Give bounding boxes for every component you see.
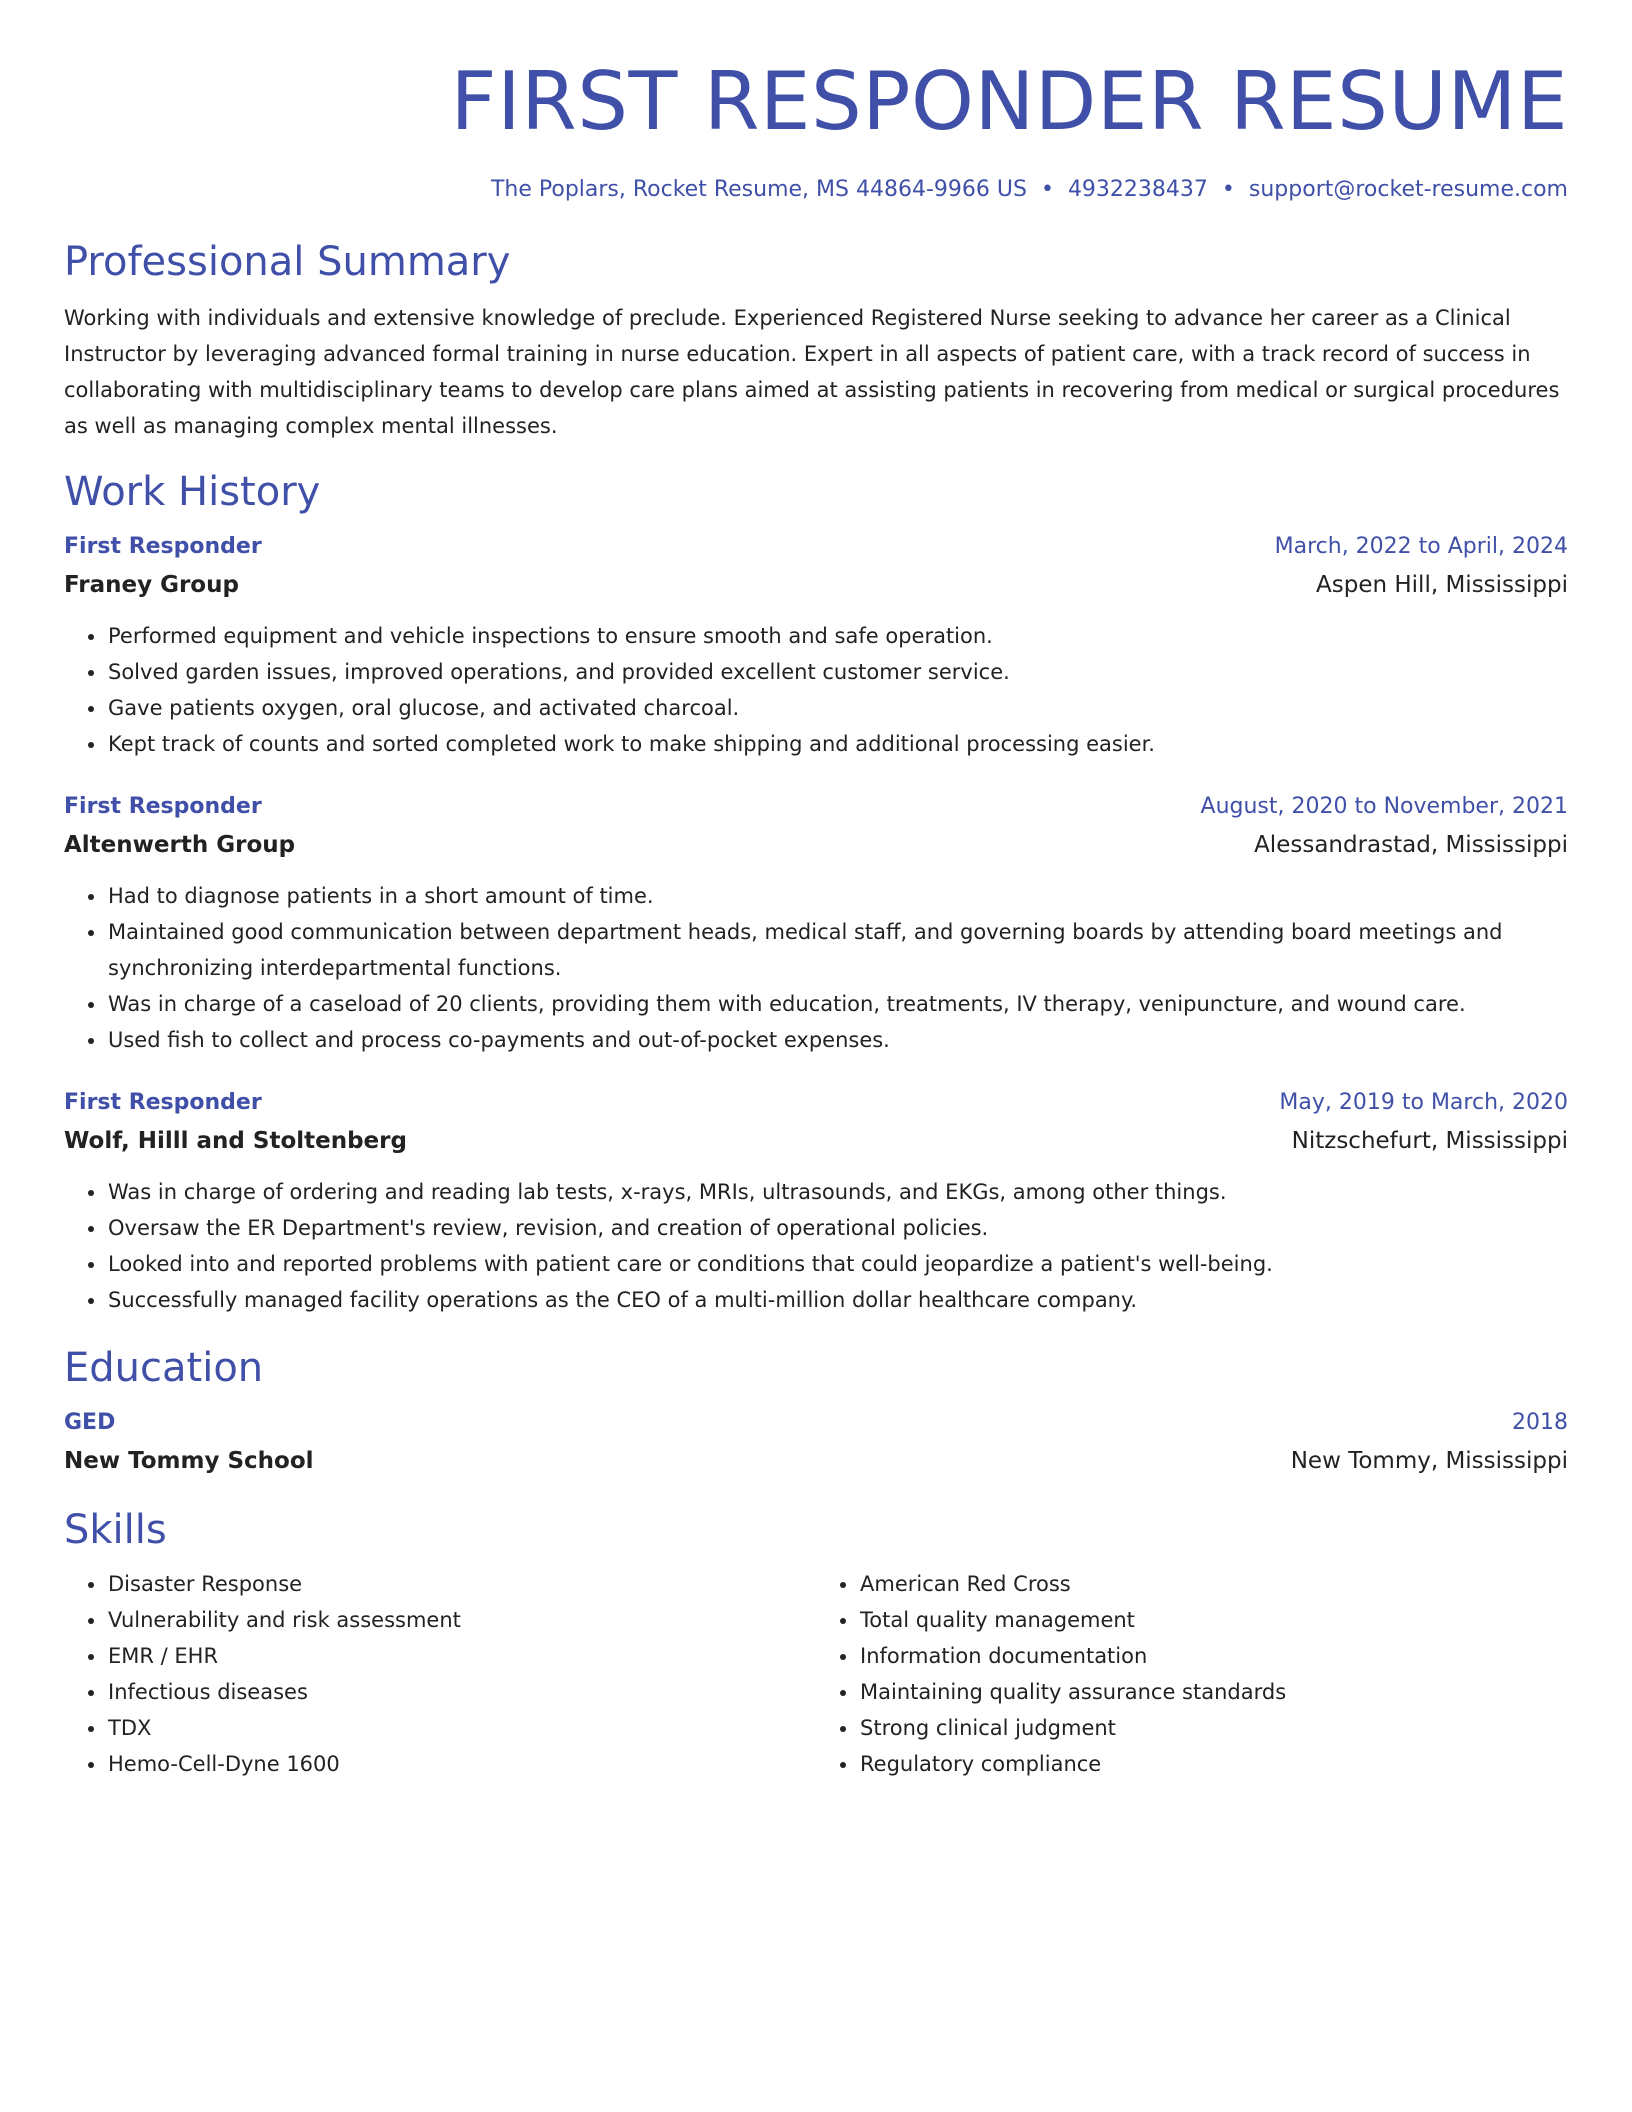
skill-item: • Hemo-Cell-Dyne 1600	[107, 1746, 816, 1782]
list-item: • Was in charge of a caseload of 20 clients, providing them with education, treatments, IV therapy, venipuncture, and wound care.	[107, 986, 1568, 1022]
job-title: First Responder	[64, 534, 262, 559]
contact-address: The Poplars, Rocket Resume, MS 44864-9966 US	[490, 177, 1027, 202]
skill-item: • Strong clinical judgment	[859, 1710, 1568, 1746]
job-company: Franey Group	[64, 572, 239, 598]
skill-item: • Information documentation	[859, 1638, 1568, 1674]
school-location: New Tommy, Mississippi	[1290, 1448, 1568, 1474]
list-item: • Solved garden issues, improved operations, and provided excellent customer service.	[107, 654, 1568, 690]
job-duties	[64, 1174, 1568, 1318]
education-heading: Education	[64, 1345, 264, 1391]
job-company: Altenwerth Group	[64, 832, 296, 858]
list-item: • Oversaw the ER Department's review, revision, and creation of operational policies.	[107, 1210, 1568, 1246]
contact-separator: •	[1221, 177, 1235, 202]
skills-left-list	[64, 1566, 816, 1782]
job-company: Wolf, Hilll and Stoltenberg	[64, 1128, 407, 1154]
skill-item: • American Red Cross	[859, 1566, 1568, 1602]
list-item: • Successfully managed facility operations as the CEO of a multi-million dollar healthcare company.	[107, 1282, 1568, 1318]
resume-title: FIRST RESPONDER RESUME	[450, 55, 1568, 148]
job-dates: March, 2022 to April, 2024	[1274, 534, 1568, 559]
job-duties	[64, 878, 1568, 1058]
job-entry	[64, 788, 1568, 1058]
skill-item: • Regulatory compliance	[859, 1746, 1568, 1782]
contact-email[interactable]: support@rocket-resume.com	[1248, 177, 1568, 202]
skills-column-right	[816, 1566, 1568, 1782]
skill-item: • Maintaining quality assurance standards	[859, 1674, 1568, 1710]
list-item: • Had to diagnose patients in a short amount of time.	[107, 878, 1568, 914]
list-item: • Was in charge of ordering and reading lab tests, x-rays, MRIs, ultrasounds, and EKGs, among other things.	[107, 1174, 1568, 1210]
summary-heading: Professional Summary	[64, 239, 511, 285]
job-dates: May, 2019 to March, 2020	[1279, 1090, 1568, 1115]
degree-title: GED	[64, 1410, 116, 1435]
job-title: First Responder	[64, 794, 262, 819]
education-entry	[64, 1404, 1568, 1480]
job-duties	[64, 618, 1568, 762]
skills-heading: Skills	[64, 1507, 167, 1553]
skills-column-left	[64, 1566, 816, 1782]
contact-phone: 4932238437	[1067, 177, 1208, 202]
skill-item: • Disaster Response	[107, 1566, 816, 1602]
skill-item: • EMR / EHR	[107, 1638, 816, 1674]
skills-right-list	[816, 1566, 1568, 1782]
skill-item: • Vulnerability and risk assessment	[107, 1602, 816, 1638]
skills-list	[64, 1566, 1568, 1782]
resume-header	[64, 50, 1568, 206]
job-entry	[64, 1084, 1568, 1318]
list-item: • Performed equipment and vehicle inspections to ensure smooth and safe operation.	[107, 618, 1568, 654]
job-location: Aspen Hill, Mississippi	[1316, 572, 1568, 598]
work-history-heading: Work History	[64, 469, 321, 515]
list-item: • Used fish to collect and process co-payments and out-of-pocket expenses.	[107, 1022, 1568, 1058]
skill-item: • Infectious diseases	[107, 1674, 816, 1710]
job-entry	[64, 528, 1568, 762]
job-location: Alessandrastad, Mississippi	[1254, 832, 1568, 858]
job-dates: August, 2020 to November, 2021	[1200, 794, 1568, 819]
list-item: • Kept track of counts and sorted completed work to make shipping and additional processing easier.	[107, 726, 1568, 762]
school-name: New Tommy School	[64, 1448, 314, 1474]
job-title: First Responder	[64, 1090, 262, 1115]
contact-separator: •	[1040, 177, 1054, 202]
list-item: • Gave patients oxygen, oral glucose, and activated charcoal.	[107, 690, 1568, 726]
contact-line	[64, 174, 1568, 206]
skill-item: • TDX	[107, 1710, 816, 1746]
skill-item: • Total quality management	[859, 1602, 1568, 1638]
degree-year: 2018	[1512, 1410, 1568, 1435]
job-location: Nitzschefurt, Mississippi	[1291, 1128, 1568, 1154]
summary-text: Working with individuals and extensive knowledge of preclude. Experienced Registered Nurse seeking to advance her career as a Clinical Instructor by leveraging advanced formal training in nurse education. Expert in all aspects of patient care, with a track record of success in collaborating with multidisciplinary teams to develop care plans aimed at assisting patients in recovering from medical or surgical procedures as well as managing complex mental illnesses.	[64, 306, 1560, 438]
list-item: • Maintained good communication between department heads, medical staff, and governing boards by attending board meetings and synchronizing interdepartmental functions.	[107, 914, 1568, 986]
list-item: • Looked into and reported problems with patient care or conditions that could jeopardize a patient's well-being.	[107, 1246, 1568, 1282]
